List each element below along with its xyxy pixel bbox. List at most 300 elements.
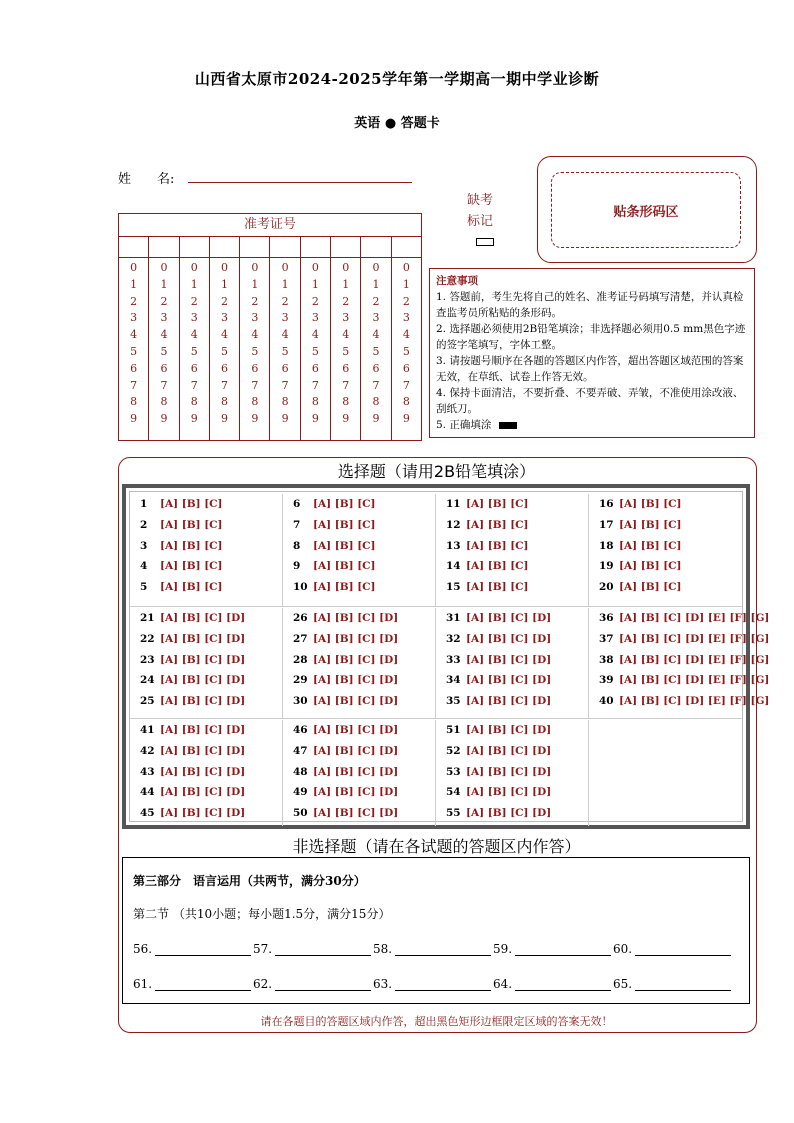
exam-digit-bubble[interactable]: 6 <box>281 361 289 375</box>
answer-blank <box>133 942 253 956</box>
exam-digit-bubble[interactable]: 5 <box>160 344 168 358</box>
exam-digit-bubble[interactable]: 2 <box>372 294 380 308</box>
exam-digit-bubble[interactable]: 7 <box>402 378 410 392</box>
exam-digit-bubble[interactable]: 1 <box>281 277 289 291</box>
question-number: 30 <box>293 695 308 708</box>
answer-bubbles[interactable]: [A] [B] [C] [D] <box>466 695 552 708</box>
exam-digit-bubble[interactable]: 9 <box>160 412 168 426</box>
blank-answer-line[interactable] <box>395 978 491 991</box>
exam-digit-bubble[interactable]: 3 <box>130 311 138 325</box>
exam-digit-bubble[interactable]: 8 <box>311 395 319 409</box>
answer-bubbles[interactable]: [A] [B] [C] [D] <box>466 765 552 778</box>
exam-digit-bubble[interactable]: 4 <box>342 328 350 342</box>
question-number: 42 <box>140 744 155 757</box>
question-number: 46 <box>293 724 308 736</box>
question-column <box>283 720 436 826</box>
exam-digit-bubble[interactable]: 1 <box>251 277 259 291</box>
exam-digit-bubble[interactable]: 2 <box>251 294 259 308</box>
answer-bubbles[interactable]: [A] [B] [C] <box>313 518 376 531</box>
exam-digit-bubble[interactable]: 8 <box>221 395 229 409</box>
exam-digit-bubble[interactable]: 6 <box>402 361 410 375</box>
answer-bubbles[interactable]: [A] [B] [C] <box>466 498 529 510</box>
exam-digit-bubble[interactable]: 5 <box>372 344 380 358</box>
answer-bubbles[interactable]: [A] [B] [C] [D] <box>313 744 399 757</box>
answer-bubbles[interactable]: [A] [B] [C] [D] <box>313 612 399 624</box>
question-number: 7 <box>293 518 301 531</box>
answer-bubbles[interactable]: [A] [B] [C] [D] <box>466 786 552 799</box>
exam-digit-bubble[interactable]: 7 <box>160 378 168 392</box>
answer-bubbles[interactable]: [A] [B] [C] <box>160 518 223 531</box>
exam-digit-bubble[interactable]: 5 <box>221 344 229 358</box>
question-row <box>293 629 435 650</box>
blank-number: 64. <box>493 977 513 991</box>
exam-digit-bubble[interactable]: 7 <box>342 378 350 392</box>
question-number: 12 <box>446 518 461 531</box>
question-row <box>599 629 770 650</box>
question-number: 37 <box>599 632 614 645</box>
absent-mark-box[interactable] <box>476 238 494 246</box>
question-number: 3 <box>140 539 148 552</box>
answer-blank-row <box>133 942 733 956</box>
exam-digit-bubble[interactable]: 6 <box>190 361 198 375</box>
instruction-line: 3. 请按题号顺序在各题的答题区内作答，超出答题区域范围的答案无效，在草纸、试卷上作答无效。 <box>436 355 744 383</box>
question-row <box>140 536 282 557</box>
question-row <box>293 536 435 557</box>
answer-bubbles[interactable]: [A] [B] [C] [D] <box>313 724 399 736</box>
question-row <box>446 577 588 598</box>
exam-digit-bubble[interactable]: 1 <box>311 277 319 291</box>
exam-digit-bubble[interactable]: 6 <box>342 361 350 375</box>
answer-bubbles[interactable]: [A] [B] [C] <box>466 539 529 552</box>
question-row <box>140 782 282 803</box>
answer-blank <box>613 942 733 956</box>
exam-digit-bubble[interactable]: 7 <box>311 378 319 392</box>
exam-number-write-cell[interactable] <box>180 237 209 258</box>
absent-label-line1: 缺考 <box>466 193 493 208</box>
question-row <box>293 720 435 741</box>
exam-digit-bubble[interactable]: 1 <box>221 277 229 291</box>
question-number: 44 <box>140 786 155 799</box>
exam-digit-bubble[interactable]: 0 <box>311 261 319 274</box>
exam-digit-bubble[interactable]: 2 <box>281 294 289 308</box>
answer-bubbles[interactable]: [A] [B] [C] <box>466 581 529 594</box>
answer-bubbles[interactable]: [A] [B] [C] [D] <box>313 695 399 708</box>
answer-bubbles[interactable]: [A] [B] [C] [D] [E] [F] [G] <box>619 632 770 645</box>
exam-digit-bubble[interactable]: 0 <box>281 261 289 274</box>
answer-bubbles[interactable]: [A] [B] [C] <box>313 581 376 594</box>
exam-digit-bubble[interactable]: 7 <box>190 378 198 392</box>
question-row <box>446 720 588 741</box>
question-row <box>446 494 588 515</box>
question-number: 50 <box>293 807 308 820</box>
question-row <box>140 556 282 577</box>
exam-digit-bubble[interactable]: 0 <box>342 261 350 274</box>
exam-number-column <box>392 237 421 440</box>
exam-digit-bubble[interactable]: 3 <box>281 311 289 325</box>
question-number: 5 <box>140 581 148 594</box>
blank-number: 56. <box>133 942 153 956</box>
exam-number-column <box>240 237 270 440</box>
exam-digit-bubble[interactable]: 1 <box>130 277 138 291</box>
answer-bubbles[interactable]: [A] [B] [C] [D] <box>466 744 552 757</box>
exam-number-label: 准考证号 <box>119 214 421 237</box>
question-number: 9 <box>293 560 301 573</box>
question-number: 15 <box>446 581 461 594</box>
blank-number: 57. <box>253 942 273 956</box>
exam-digit-bubble[interactable]: 7 <box>372 378 380 392</box>
blank-answer-line[interactable] <box>395 943 491 956</box>
answer-bubbles[interactable]: [A] [B] [C] <box>313 498 376 510</box>
exam-digit-bubble[interactable]: 3 <box>251 311 259 325</box>
answer-bubbles[interactable]: [A] [B] [C] [D] <box>466 807 552 820</box>
answer-bubbles[interactable]: [A] [B] [C] [D] <box>160 632 246 645</box>
question-column <box>283 494 436 606</box>
answer-bubbles[interactable]: [A] [B] [C] [D] <box>466 674 552 687</box>
exam-digit-bubble[interactable]: 4 <box>160 328 168 342</box>
exam-digit-bubble[interactable]: 8 <box>160 395 168 409</box>
exam-number-column <box>301 237 331 440</box>
exam-digit-bubble[interactable]: 7 <box>130 378 138 392</box>
answer-blank <box>253 977 373 991</box>
question-row <box>446 515 588 536</box>
exam-digit-bubble[interactable]: 0 <box>130 261 138 274</box>
exam-digit-bubble[interactable]: 7 <box>221 378 229 392</box>
exam-digit-bubble[interactable]: 5 <box>130 344 138 358</box>
answer-blank <box>493 977 613 991</box>
answer-bubbles[interactable]: [A] [B] [C] <box>619 560 682 573</box>
exam-digit-bubble[interactable]: 9 <box>130 412 138 426</box>
answer-blank <box>613 977 733 991</box>
exam-digit-bubble[interactable]: 4 <box>221 328 229 342</box>
blank-answer-line[interactable] <box>275 943 371 956</box>
exam-digit-bubble[interactable]: 0 <box>221 261 229 274</box>
answer-bubbles[interactable]: [A] [B] [C] [D] <box>466 612 552 624</box>
exam-number-write-cell[interactable] <box>149 237 178 258</box>
exam-digit-bubble[interactable]: 0 <box>160 261 168 274</box>
exam-digit-bubble[interactable]: 6 <box>221 361 229 375</box>
exam-number-write-cell[interactable] <box>270 237 299 258</box>
exam-digit-bubble[interactable]: 9 <box>281 412 289 426</box>
multiple-choice-box <box>122 484 770 829</box>
question-number: 41 <box>140 724 155 736</box>
question-number: 36 <box>599 612 614 624</box>
page-subtitle: 英语 ● 答题卡 <box>354 116 440 131</box>
question-number: 55 <box>446 807 461 820</box>
answer-bubbles[interactable]: [A] [B] [C] <box>619 518 682 531</box>
question-row <box>599 577 742 598</box>
question-number: 52 <box>446 744 461 757</box>
correct-fill-label: 5. 正确填涂 <box>436 419 492 431</box>
exam-number-write-cell[interactable] <box>392 237 421 258</box>
answer-bubbles[interactable]: [A] [B] [C] [D] [E] [F] [G] <box>619 612 770 624</box>
exam-digit-bubble[interactable]: 4 <box>190 328 198 342</box>
answer-bubbles[interactable]: [A] [B] [C] [D] <box>313 653 399 666</box>
question-row <box>446 629 588 650</box>
question-number: 11 <box>446 498 461 510</box>
exam-number-column <box>270 237 300 440</box>
question-number: 20 <box>599 581 614 594</box>
question-number: 21 <box>140 612 155 624</box>
question-column <box>436 720 589 826</box>
question-number: 27 <box>293 632 308 645</box>
name-field[interactable] <box>188 182 412 183</box>
exam-digit-bubble[interactable]: 1 <box>160 277 168 291</box>
exam-digit-bubble[interactable]: 5 <box>190 344 198 358</box>
answer-bubbles[interactable]: [A] [B] [C] [D] <box>313 765 399 778</box>
exam-digit-bubble[interactable]: 9 <box>311 412 319 426</box>
exam-digit-bubble[interactable]: 8 <box>342 395 350 409</box>
blank-number: 59. <box>493 942 513 956</box>
question-row <box>140 494 282 515</box>
question-row <box>293 650 435 671</box>
exam-digit-bubble[interactable]: 9 <box>342 412 350 426</box>
question-row <box>293 762 435 783</box>
exam-digit-bubble[interactable]: 5 <box>251 344 259 358</box>
question-row <box>293 494 435 515</box>
question-row <box>599 608 770 629</box>
exam-digit-bubble[interactable]: 2 <box>402 294 410 308</box>
exam-digit-bubble[interactable]: 3 <box>160 311 168 325</box>
exam-number-write-cell[interactable] <box>119 237 148 258</box>
exam-digit-bubble[interactable]: 2 <box>190 294 198 308</box>
question-row <box>140 608 282 629</box>
question-row <box>140 629 282 650</box>
question-row <box>599 670 770 691</box>
answer-bubbles[interactable]: [A] [B] [C] [D] <box>160 765 246 778</box>
answer-bubbles[interactable]: [A] [B] [C] [D] <box>160 786 246 799</box>
exam-digit-bubble[interactable]: 9 <box>251 412 259 426</box>
question-number: 16 <box>599 498 614 510</box>
exam-digit-bubble[interactable]: 5 <box>402 344 410 358</box>
answer-bubbles[interactable]: [A] [B] [C] <box>466 560 529 573</box>
question-row <box>140 803 282 824</box>
exam-number-write-cell[interactable] <box>240 237 269 258</box>
question-row <box>293 691 435 712</box>
question-number: 54 <box>446 786 461 799</box>
question-row <box>446 762 588 783</box>
section2-heading: 第二节 （共10小题；每小题1.5分，满分15分） <box>133 907 391 921</box>
question-number: 17 <box>599 518 614 531</box>
question-number: 43 <box>140 765 155 778</box>
question-number: 19 <box>599 560 614 573</box>
exam-digit-bubble[interactable]: 0 <box>251 261 259 274</box>
instructions-box <box>429 268 755 438</box>
instruction-line <box>436 417 748 433</box>
answer-bubbles[interactable]: [A] [B] [C] [D] <box>160 744 246 757</box>
exam-digit-bubble[interactable]: 1 <box>402 277 410 291</box>
answer-bubbles[interactable]: [A] [B] [C] [D] <box>466 653 552 666</box>
answer-bubbles[interactable]: [A] [B] [C] [D] <box>160 807 246 820</box>
question-row <box>140 577 282 598</box>
question-row <box>599 650 770 671</box>
answer-bubbles[interactable]: [A] [B] [C] [D] [E] [F] [G] <box>619 695 770 708</box>
question-row <box>293 741 435 762</box>
exam-digit-bubble[interactable]: 1 <box>190 277 198 291</box>
exam-digit-bubble[interactable]: 4 <box>130 328 138 342</box>
answer-bubbles[interactable]: [A] [B] [C] [D] <box>466 632 552 645</box>
instructions-heading: 注意事项 <box>436 275 478 287</box>
exam-digit-bubble[interactable]: 9 <box>372 412 380 426</box>
exam-digit-bubble[interactable]: 4 <box>251 328 259 342</box>
blank-number: 58. <box>373 942 393 956</box>
page-title: 山西省太原市2024-2025学年第一学期高一期中学业诊断 <box>194 70 600 88</box>
exam-number-column <box>119 237 149 440</box>
exam-digit-bubble[interactable]: 7 <box>281 378 289 392</box>
exam-digit-bubble[interactable]: 8 <box>190 395 198 409</box>
question-number: 13 <box>446 539 461 552</box>
question-number: 38 <box>599 653 614 666</box>
exam-number-column <box>180 237 210 440</box>
answer-bubbles[interactable]: [A] [B] [C] [D] <box>313 632 399 645</box>
instruction-line: 4. 保持卡面清洁，不要折叠、不要弄破、弄皱，不准使用涂改液、刮纸刀。 <box>436 387 744 415</box>
exam-digit-bubble[interactable]: 1 <box>342 277 350 291</box>
exam-digit-bubble[interactable]: 2 <box>221 294 229 308</box>
exam-digit-bubble[interactable]: 9 <box>221 412 229 426</box>
exam-number-grid <box>118 213 422 441</box>
answer-blank <box>133 977 253 991</box>
answer-bubbles[interactable]: [A] [B] [C] [D] <box>466 724 552 736</box>
exam-digit-bubble[interactable]: 3 <box>190 311 198 325</box>
answer-bubbles[interactable]: [A] [B] [C] [D] [E] [F] [G] <box>619 674 770 687</box>
question-row <box>599 691 770 712</box>
exam-digit-bubble[interactable]: 9 <box>402 412 410 426</box>
exam-digit-bubble[interactable]: 2 <box>311 294 319 308</box>
blank-answer-line[interactable] <box>635 943 731 956</box>
question-column <box>283 608 436 718</box>
exam-digit-bubble[interactable]: 6 <box>130 361 138 375</box>
answer-blank <box>373 942 493 956</box>
question-row <box>446 608 588 629</box>
blank-answer-line[interactable] <box>515 943 611 956</box>
blank-answer-line[interactable] <box>515 978 611 991</box>
exam-digit-bubble[interactable]: 6 <box>372 361 380 375</box>
answer-bubbles[interactable]: [A] [B] [C] <box>313 539 376 552</box>
question-number: 39 <box>599 674 614 687</box>
exam-digit-bubble[interactable]: 0 <box>402 261 410 274</box>
exam-digit-bubble[interactable]: 9 <box>190 412 198 426</box>
answer-bubbles[interactable]: [A] [B] [C] <box>160 560 223 573</box>
multiple-choice-title: 选择题（请用2B铅笔填涂） <box>337 462 536 481</box>
exam-digit-bubble[interactable]: 4 <box>281 328 289 342</box>
question-row <box>140 691 282 712</box>
exam-digit-bubble[interactable]: 3 <box>372 311 380 325</box>
exam-number-write-cell[interactable] <box>331 237 360 258</box>
question-row <box>140 670 282 691</box>
blank-number: 62. <box>253 977 273 991</box>
exam-digit-bubble[interactable]: 2 <box>130 294 138 308</box>
exam-digit-bubble[interactable]: 4 <box>372 328 380 342</box>
answer-bubbles[interactable]: [A] [B] [C] [D] <box>160 695 246 708</box>
exam-digit-bubble[interactable]: 8 <box>402 395 410 409</box>
exam-digit-bubble[interactable]: 8 <box>130 395 138 409</box>
exam-number-write-cell[interactable] <box>361 237 390 258</box>
exam-digit-bubble[interactable]: 0 <box>190 261 198 274</box>
exam-digit-bubble[interactable]: 2 <box>160 294 168 308</box>
answer-bubbles[interactable]: [A] [B] [C] <box>313 560 376 573</box>
exam-digit-bubble[interactable]: 6 <box>160 361 168 375</box>
blank-answer-line[interactable] <box>635 978 731 991</box>
question-number: 48 <box>293 765 308 778</box>
exam-number-write-cell[interactable] <box>210 237 239 258</box>
answer-bubbles[interactable]: [A] [B] [C] [D] <box>313 807 399 820</box>
answer-bubbles[interactable]: [A] [B] [C] <box>619 498 682 510</box>
exam-digit-bubble[interactable]: 5 <box>281 344 289 358</box>
answer-bubbles[interactable]: [A] [B] [C] <box>466 518 529 531</box>
barcode-area: 贴条形码区 <box>551 172 741 248</box>
exam-digit-bubble[interactable]: 0 <box>372 261 380 274</box>
exam-digit-bubble[interactable]: 6 <box>251 361 259 375</box>
blank-answer-line[interactable] <box>155 978 251 991</box>
question-row <box>599 494 742 515</box>
absent-label-line2: 标记 <box>466 214 493 229</box>
answer-bubbles[interactable]: [A] [B] [C] <box>619 539 682 552</box>
question-number: 2 <box>140 518 148 531</box>
non-choice-title: 非选择题（请在各试题的答题区内作答） <box>292 837 581 856</box>
question-row <box>293 556 435 577</box>
answer-bubbles[interactable]: [A] [B] [C] [D] [E] [F] [G] <box>619 653 770 666</box>
exam-digit-bubble[interactable]: 1 <box>372 277 380 291</box>
question-row <box>599 556 742 577</box>
question-column <box>130 608 283 718</box>
answer-bubbles[interactable]: [A] [B] [C] <box>160 498 223 510</box>
question-row <box>140 741 282 762</box>
exam-digit-bubble[interactable]: 6 <box>311 361 319 375</box>
question-column <box>589 608 770 718</box>
exam-digit-bubble[interactable]: 3 <box>342 311 350 325</box>
answer-bubbles[interactable]: [A] [B] [C] [D] <box>160 653 246 666</box>
question-number: 23 <box>140 653 155 666</box>
exam-digit-bubble[interactable]: 3 <box>221 311 229 325</box>
exam-digit-bubble[interactable]: 3 <box>311 311 319 325</box>
blank-answer-line[interactable] <box>155 943 251 956</box>
answer-bubbles[interactable]: [A] [B] [C] [D] <box>160 612 246 624</box>
answer-blank <box>373 977 493 991</box>
exam-digit-bubble[interactable]: 5 <box>342 344 350 358</box>
answer-bubbles[interactable]: [A] [B] [C] <box>160 581 223 594</box>
question-number: 8 <box>293 539 301 552</box>
exam-digit-bubble[interactable]: 2 <box>342 294 350 308</box>
blank-answer-line[interactable] <box>275 978 371 991</box>
exam-number-write-cell[interactable] <box>301 237 330 258</box>
exam-digit-bubble[interactable]: 7 <box>251 378 259 392</box>
question-number: 18 <box>599 539 614 552</box>
exam-digit-bubble[interactable]: 4 <box>402 328 410 342</box>
answer-bubbles[interactable]: [A] [B] [C] [D] <box>160 724 246 736</box>
question-number: 6 <box>293 498 301 510</box>
answer-bubbles[interactable]: [A] [B] [C] [D] <box>160 674 246 687</box>
answer-bubbles[interactable]: [A] [B] [C] <box>160 539 223 552</box>
question-number: 26 <box>293 612 308 624</box>
question-number: 31 <box>446 612 461 624</box>
exam-digit-bubble[interactable]: 8 <box>281 395 289 409</box>
exam-digit-bubble[interactable]: 5 <box>311 344 319 358</box>
question-number: 34 <box>446 674 461 687</box>
question-number: 28 <box>293 653 308 666</box>
exam-digit-bubble[interactable]: 3 <box>402 311 410 325</box>
answer-bubbles[interactable]: [A] [B] [C] [D] <box>313 786 399 799</box>
blank-number: 65. <box>613 977 633 991</box>
question-row <box>446 803 588 824</box>
question-number: 35 <box>446 695 461 708</box>
answer-bubbles[interactable]: [A] [B] [C] [D] <box>313 674 399 687</box>
exam-digit-bubble[interactable]: 4 <box>311 328 319 342</box>
question-row <box>293 608 435 629</box>
footer-warning: 请在各题目的答题区域内作答，超出黑色矩形边框限定区域的答案无效！ <box>260 1015 613 1028</box>
exam-digit-bubble[interactable]: 8 <box>372 395 380 409</box>
question-number: 33 <box>446 653 461 666</box>
answer-bubbles[interactable]: [A] [B] [C] <box>619 581 682 594</box>
exam-digit-bubble[interactable]: 8 <box>251 395 259 409</box>
